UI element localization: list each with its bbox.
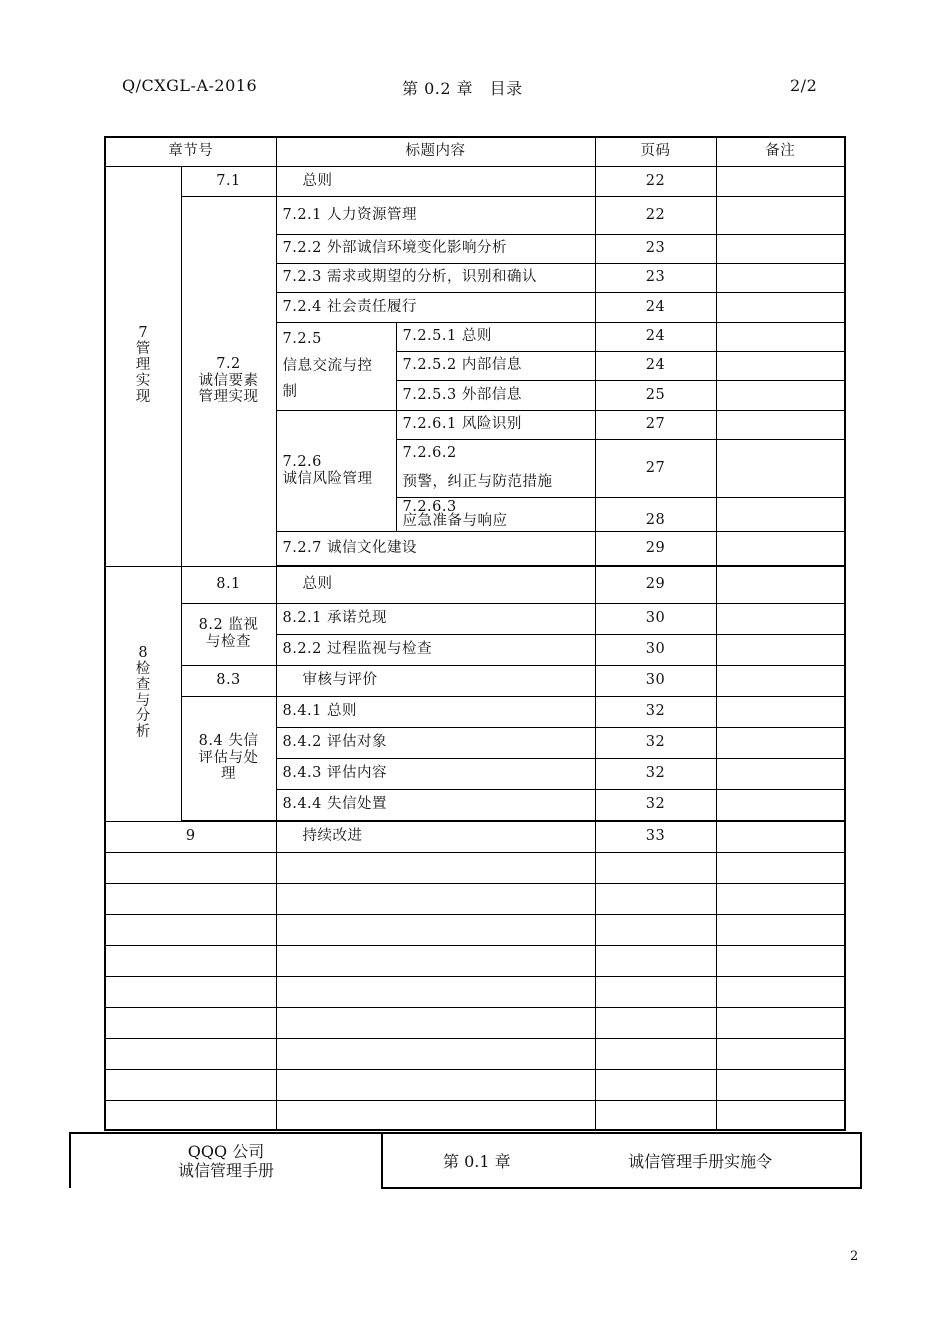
entry-page: 28 xyxy=(595,497,716,531)
entry-note xyxy=(716,727,845,758)
table-row xyxy=(105,166,845,196)
chapter-8-num: 8 xyxy=(138,644,149,661)
section-7-2-5-title-2: 制 xyxy=(282,384,298,401)
entry-note xyxy=(716,789,845,820)
entry-page: 24 xyxy=(595,292,716,322)
entry-page: 24 xyxy=(595,351,716,380)
entry-title: 7.2.7 诚信文化建设 xyxy=(276,531,595,565)
section-7-2-5-cell xyxy=(276,322,396,410)
entry-title: 8.2.2 过程监视与检查 xyxy=(276,634,595,665)
entry-note xyxy=(716,439,845,497)
entry-note xyxy=(716,410,845,439)
entry-note xyxy=(716,758,845,789)
table-row xyxy=(105,665,845,696)
entry-note xyxy=(716,166,845,196)
col-header-page: 页码 xyxy=(595,137,716,166)
entry-note xyxy=(716,566,845,603)
entry-title: 7.2.2 外部诚信环境变化影响分析 xyxy=(276,234,595,263)
table-row xyxy=(105,566,845,603)
entry-note xyxy=(716,196,845,234)
section-8-4-title: 评估与处 xyxy=(198,749,259,766)
entry-note xyxy=(716,531,845,565)
entry-title: 8.4.3 评估内容 xyxy=(276,758,595,789)
footer-chapter-name: 诚信管理手册实施令 xyxy=(628,1152,773,1171)
doc-code: Q/CXGL-A-2016 xyxy=(122,76,258,95)
entry-page: 30 xyxy=(595,634,716,665)
entry-page: 23 xyxy=(595,234,716,263)
chapter-7-char: 理 xyxy=(135,357,151,374)
entry-page: 27 xyxy=(595,410,716,439)
col-header-chapter: 章节号 xyxy=(105,137,276,166)
entry-title: 7.2.6.1 风险识别 xyxy=(396,410,595,439)
section-code: 8.3 xyxy=(181,665,276,696)
entry-note xyxy=(716,497,845,531)
col-header-note: 备注 xyxy=(716,137,845,166)
entry-note xyxy=(716,380,845,410)
section-8-4-code: 8.4 失信 xyxy=(198,732,259,749)
entry-page: 30 xyxy=(595,603,716,634)
section-8-4-title-2: 理 xyxy=(221,766,236,783)
chapter-7-char: 现 xyxy=(135,388,151,405)
entry-title: 7.2.5.1 总则 xyxy=(396,322,595,351)
footer-company: QQQ 公司 xyxy=(187,1141,265,1161)
entry-title: 审核与评价 xyxy=(276,665,595,696)
entry-page: 32 xyxy=(595,727,716,758)
chapter-7-num: 7 xyxy=(138,325,149,342)
empty-row xyxy=(105,945,845,976)
chapter-7-char: 管 xyxy=(135,341,151,358)
toc-table xyxy=(104,136,846,1131)
footer-company-cell xyxy=(70,1133,382,1188)
chapter-8-char: 析 xyxy=(135,724,151,741)
entry-page: 32 xyxy=(595,789,716,820)
entry-page: 30 xyxy=(595,665,716,696)
entry-title: 7.2.4 社会责任履行 xyxy=(276,292,595,322)
entry-page: 33 xyxy=(595,821,716,852)
entry-page: 27 xyxy=(595,439,716,497)
entry-page: 22 xyxy=(595,196,716,234)
section-7-2-6-code: 7.2.6 xyxy=(282,453,322,470)
section-7-2-title-2: 管理实现 xyxy=(198,389,259,406)
empty-row xyxy=(105,1069,845,1100)
section-8-2-title: 与检查 xyxy=(206,634,251,650)
entry-title xyxy=(396,439,595,497)
col-header-title: 标题内容 xyxy=(276,137,595,166)
entry-page: 32 xyxy=(595,696,716,727)
entry-title: 7.2.3 需求或期望的分析，识别和确认 xyxy=(276,263,595,292)
chapter-7-char: 实 xyxy=(135,372,151,389)
footer-chapter: 第 0.1 章 xyxy=(443,1152,511,1171)
page-number: 2 xyxy=(850,1249,859,1264)
entry-title: 7.2.5.3 外部信息 xyxy=(396,380,595,410)
entry-page: 24 xyxy=(595,322,716,351)
section-7-2-code: 7.2 xyxy=(216,355,241,372)
section-code: 8.1 xyxy=(181,566,276,603)
entry-page: 29 xyxy=(595,566,716,603)
entry-note xyxy=(716,821,845,852)
entry-page: 29 xyxy=(595,531,716,565)
entry-note xyxy=(716,665,845,696)
entry-title: 8.4.2 评估对象 xyxy=(276,727,595,758)
entry-code: 7.2.6.3 xyxy=(402,498,457,515)
entry-title: 7.2.1 人力资源管理 xyxy=(276,196,595,234)
entry-page: 25 xyxy=(595,380,716,410)
chapter-8-char: 检 xyxy=(135,660,151,677)
entry-title-text: 应急准备与响应 xyxy=(402,513,508,529)
chapter-8-cell xyxy=(105,566,181,821)
footer-manual: 诚信管理手册 xyxy=(177,1161,274,1180)
table-header-row xyxy=(105,137,845,166)
entry-note xyxy=(716,292,845,322)
empty-row xyxy=(105,1100,845,1130)
empty-row xyxy=(105,976,845,1007)
section-7-2-6-title: 诚信风险管理 xyxy=(282,470,373,487)
entry-note xyxy=(716,351,845,380)
section-8-2-code: 8.2 监视 xyxy=(198,617,259,634)
page-of: 2/2 xyxy=(790,76,818,95)
entry-code: 7.2.6.2 xyxy=(402,445,457,462)
empty-row xyxy=(105,1038,845,1069)
empty-row xyxy=(105,914,845,945)
entry-page: 32 xyxy=(595,758,716,789)
entry-title: 持续改进 xyxy=(276,821,595,852)
table-row xyxy=(105,603,845,634)
table-row xyxy=(105,821,845,852)
entry-title: 8.2.1 承诺兑现 xyxy=(276,603,595,634)
chapter-8-char: 分 xyxy=(135,708,151,725)
entry-note xyxy=(716,234,845,263)
section-code: 7.1 xyxy=(181,166,276,196)
section-7-2-5-code: 7.2.5 xyxy=(282,330,322,347)
empty-row xyxy=(105,883,845,914)
entry-note xyxy=(716,603,845,634)
chapter-title: 第 0.2 章 目录 xyxy=(402,79,523,98)
entry-title-text: 预警，纠正与防范措施 xyxy=(402,474,553,490)
table-row xyxy=(105,696,845,727)
chapter-8-char: 查 xyxy=(135,676,151,693)
entry-title: 总则 xyxy=(276,166,595,196)
empty-row xyxy=(105,1007,845,1038)
section-8-2-cell xyxy=(181,603,276,665)
entry-page: 23 xyxy=(595,263,716,292)
chapter-7-cell xyxy=(105,166,181,566)
entry-title xyxy=(396,497,595,531)
section-code: 9 xyxy=(105,821,276,852)
entry-note xyxy=(716,696,845,727)
footer-chapter-cell xyxy=(382,1133,861,1188)
entry-note xyxy=(716,263,845,292)
chapter-8-char: 与 xyxy=(135,692,151,709)
footer-table xyxy=(69,1132,862,1189)
entry-title: 8.4.1 总则 xyxy=(276,696,595,727)
section-7-2-5-title: 信息交流与控 xyxy=(282,357,373,374)
section-7-2-title: 诚信要素 xyxy=(198,372,259,389)
empty-row xyxy=(105,852,845,883)
entry-title: 7.2.5.2 内部信息 xyxy=(396,351,595,380)
entry-note xyxy=(716,634,845,665)
entry-note xyxy=(716,322,845,351)
entry-title: 总则 xyxy=(276,566,595,603)
section-7-2-6-cell xyxy=(276,410,396,531)
section-8-4-cell xyxy=(181,696,276,820)
section-7-2-cell xyxy=(181,196,276,566)
entry-title: 8.4.4 失信处置 xyxy=(276,789,595,820)
table-row xyxy=(105,196,845,234)
entry-page: 22 xyxy=(595,166,716,196)
